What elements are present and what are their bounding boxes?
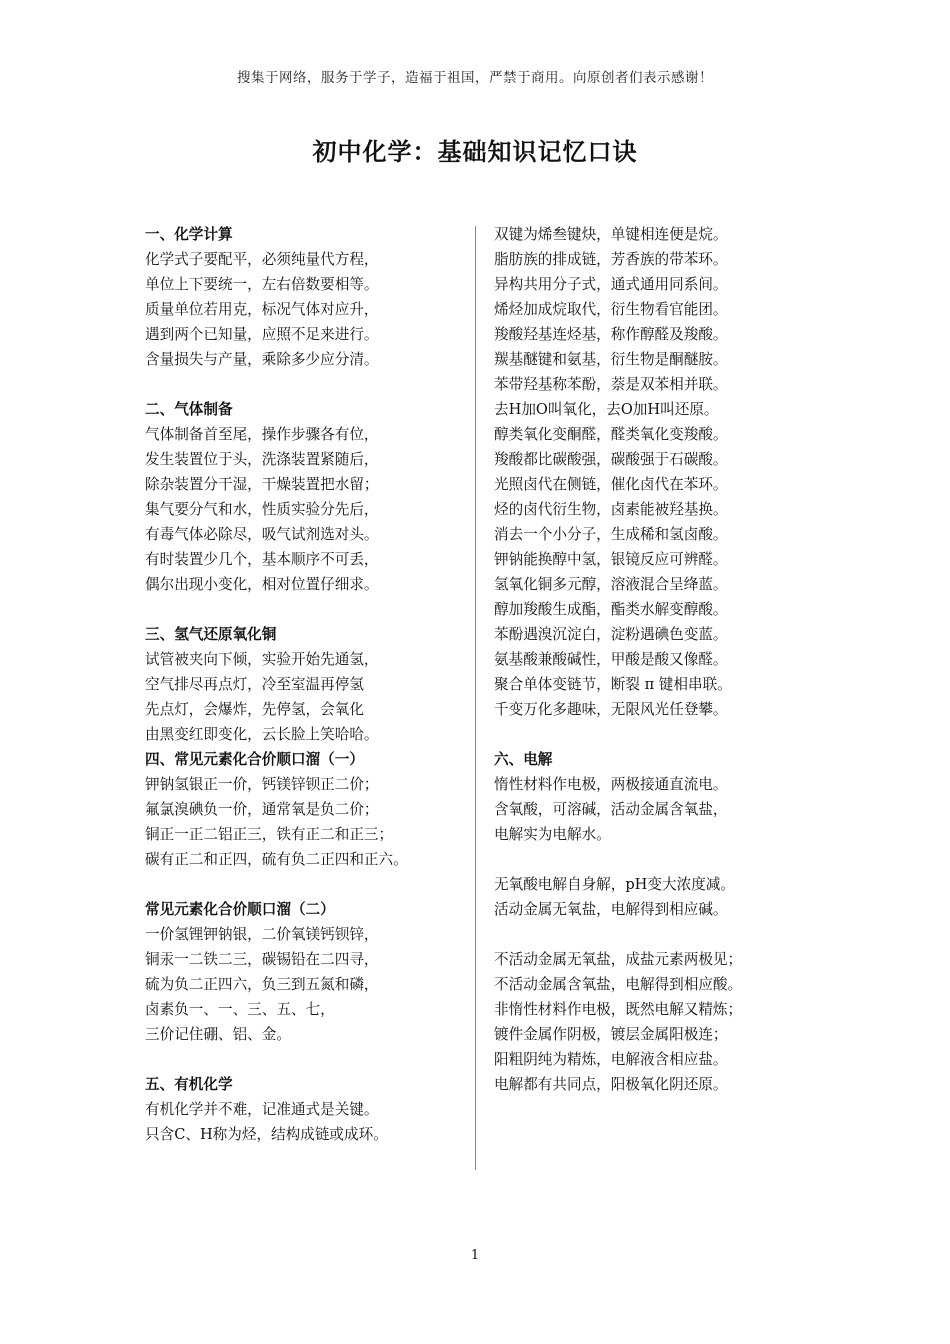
poem-line: 电解实为电解水。 bbox=[494, 826, 611, 843]
poem-line: 除杂装置分干湿，干燥装置把水留； bbox=[145, 476, 379, 493]
section-title-hydrogen-reduction: 三、氢气还原氧化铜 bbox=[145, 626, 277, 643]
poem-line: 铜正一正二铝正三，铁有正二和正三； bbox=[145, 826, 394, 843]
poem-line: 无氧酸电解自身解，pH变大浓度减。 bbox=[494, 876, 735, 893]
poem-line: 苯带羟基称苯酚，萘是双苯相并联。 bbox=[494, 376, 728, 393]
poem-line: 钾钠氢银正一价，钙镁锌钡正二价； bbox=[145, 776, 379, 793]
section-title-electrolysis: 六、电解 bbox=[494, 751, 553, 768]
poem-line: 铜汞一二铁二三，碳锡铅在二四寻， bbox=[145, 951, 379, 968]
poem-line: 由黑变红即变化，云长脸上笑哈哈。 bbox=[145, 726, 379, 743]
poem-line: 去H加O叫氧化，去O加H叫还原。 bbox=[494, 401, 719, 418]
poem-line: 卤素负一、一、三、五、七， bbox=[145, 1001, 335, 1018]
poem-line: 空气排尽再点灯，冷至室温再停氢 bbox=[145, 676, 364, 693]
poem-line: 有时装置少几个，基本顺序不可丢， bbox=[145, 551, 379, 568]
poem-line: 遇到两个已知量，应照不足来进行。 bbox=[145, 326, 379, 343]
poem-line: 集气要分气和水，性质实验分先后， bbox=[145, 501, 379, 518]
poem-line: 双键为烯叁键炔，单键相连便是烷。 bbox=[494, 226, 728, 243]
poem-line: 试管被夹向下倾，实验开始先通氢， bbox=[145, 651, 379, 668]
right-column bbox=[494, 222, 794, 1097]
poem-line: 消去一个小分子，生成稀和氢卤酸。 bbox=[494, 526, 728, 543]
poem-line: 只含C、H称为烃，结构成链或成环。 bbox=[145, 1126, 388, 1143]
poem-line: 钾钠能换醇中氢，银镜反应可辨醛。 bbox=[494, 551, 728, 568]
poem-line: 气体制备首至尾，操作步骤各有位， bbox=[145, 426, 379, 443]
page-number: 1 bbox=[470, 1248, 480, 1263]
poem-line: 异构共用分子式，通式通用同系间。 bbox=[494, 276, 728, 293]
poem-line: 烃的卤代衍生物，卤素能被羟基换。 bbox=[494, 501, 728, 518]
poem-line: 氟氯溴碘负一价，通常氧是负二价； bbox=[145, 801, 379, 818]
poem-line: 硫为负二正四六，负三到五氮和磷， bbox=[145, 976, 379, 993]
poem-line: 有机化学并不难，记准通式是关键。 bbox=[145, 1101, 379, 1118]
poem-line: 化学式子要配平，必须纯量代方程， bbox=[145, 251, 379, 268]
header-note: 搜集于网络，服务于学子，造福于祖国，严禁于商用。向原创者们表示感谢！ bbox=[237, 70, 713, 86]
poem-line: 苯酚遇溴沉淀白，淀粉遇碘色变蓝。 bbox=[494, 626, 728, 643]
poem-line: 光照卤代在侧链，催化卤代在苯环。 bbox=[494, 476, 728, 493]
poem-line: 脂肪族的排成链，芳香族的带苯环。 bbox=[494, 251, 728, 268]
poem-line: 聚合单体变链节，断裂 π 键相串联。 bbox=[494, 676, 732, 693]
poem-line: 不活动金属无氧盐，成盐元素两极见； bbox=[494, 951, 743, 968]
poem-line: 镀件金属作阴极，镀层金属阳极连； bbox=[494, 1026, 728, 1043]
poem-line: 碳有正二和正四，硫有负二正四和正六。 bbox=[145, 851, 408, 868]
poem-line: 偶尔出现小变化，相对位置仔细求。 bbox=[145, 576, 379, 593]
poem-line: 烯烃加成烷取代，衍生物看官能团。 bbox=[494, 301, 728, 318]
poem-line: 氨基酸兼酸碱性，甲酸是酸又像醛。 bbox=[494, 651, 728, 668]
poem-line: 醇加羧酸生成酯，酯类水解变醇酸。 bbox=[494, 601, 728, 618]
poem-line: 氢氧化铜多元醇，溶液混合呈绛蓝。 bbox=[494, 576, 728, 593]
poem-line: 阳粗阴纯为精炼，电解液含相应盐。 bbox=[494, 1051, 728, 1068]
poem-line: 含氧酸，可溶碱，活动金属含氧盐， bbox=[494, 801, 728, 818]
poem-line: 一价氢锂钾钠银，二价氧镁钙钡锌， bbox=[145, 926, 379, 943]
poem-line: 惰性材料作电极，两极接通直流电。 bbox=[494, 776, 728, 793]
poem-line: 单位上下要统一，左右倍数要相等。 bbox=[145, 276, 379, 293]
poem-line: 羰基醚键和氨基，衍生物是酮醚胺。 bbox=[494, 351, 728, 368]
poem-line: 质量单位若用克，标况气体对应升， bbox=[145, 301, 379, 318]
column-divider bbox=[475, 226, 476, 1170]
poem-line: 活动金属无氧盐，电解得到相应碱。 bbox=[494, 901, 728, 918]
section-title-valence-1: 四、常见元素化合价顺口溜（一） bbox=[145, 751, 364, 768]
poem-line: 非惰性材料作电极，既然电解又精炼； bbox=[494, 1001, 743, 1018]
section-title-organic: 五、有机化学 bbox=[145, 1076, 233, 1093]
poem-line: 羧酸羟基连烃基，称作醇醛及羧酸。 bbox=[494, 326, 728, 343]
poem-line: 不活动金属含氧盐，电解得到相应酸。 bbox=[494, 976, 743, 993]
section-title-valence-2: 常见元素化合价顺口溜（二） bbox=[145, 901, 335, 918]
poem-line: 发生装置位于头，洗涤装置紧随后， bbox=[145, 451, 379, 468]
page-title: 初中化学：基础知识记忆口诀 bbox=[312, 137, 638, 166]
poem-line: 先点灯，会爆炸，先停氢，会氧化 bbox=[145, 701, 364, 718]
poem-line: 含量损失与产量，乘除多少应分清。 bbox=[145, 351, 379, 368]
poem-line: 羧酸都比碳酸强，碳酸强于石碳酸。 bbox=[494, 451, 728, 468]
poem-line: 有毒气体必除尽，吸气试剂选对头。 bbox=[145, 526, 379, 543]
poem-line: 醇类氧化变酮醛，醛类氧化变羧酸。 bbox=[494, 426, 728, 443]
left-column bbox=[145, 222, 463, 1147]
poem-line: 千变万化多趣味，无限风光任登攀。 bbox=[494, 701, 728, 718]
section-title-calculation: 一、化学计算 bbox=[145, 226, 233, 243]
poem-line: 电解都有共同点，阳极氧化阴还原。 bbox=[494, 1076, 728, 1093]
section-title-gas-preparation: 二、气体制备 bbox=[145, 401, 233, 418]
poem-line: 三价记住硼、铝、金。 bbox=[145, 1026, 291, 1043]
